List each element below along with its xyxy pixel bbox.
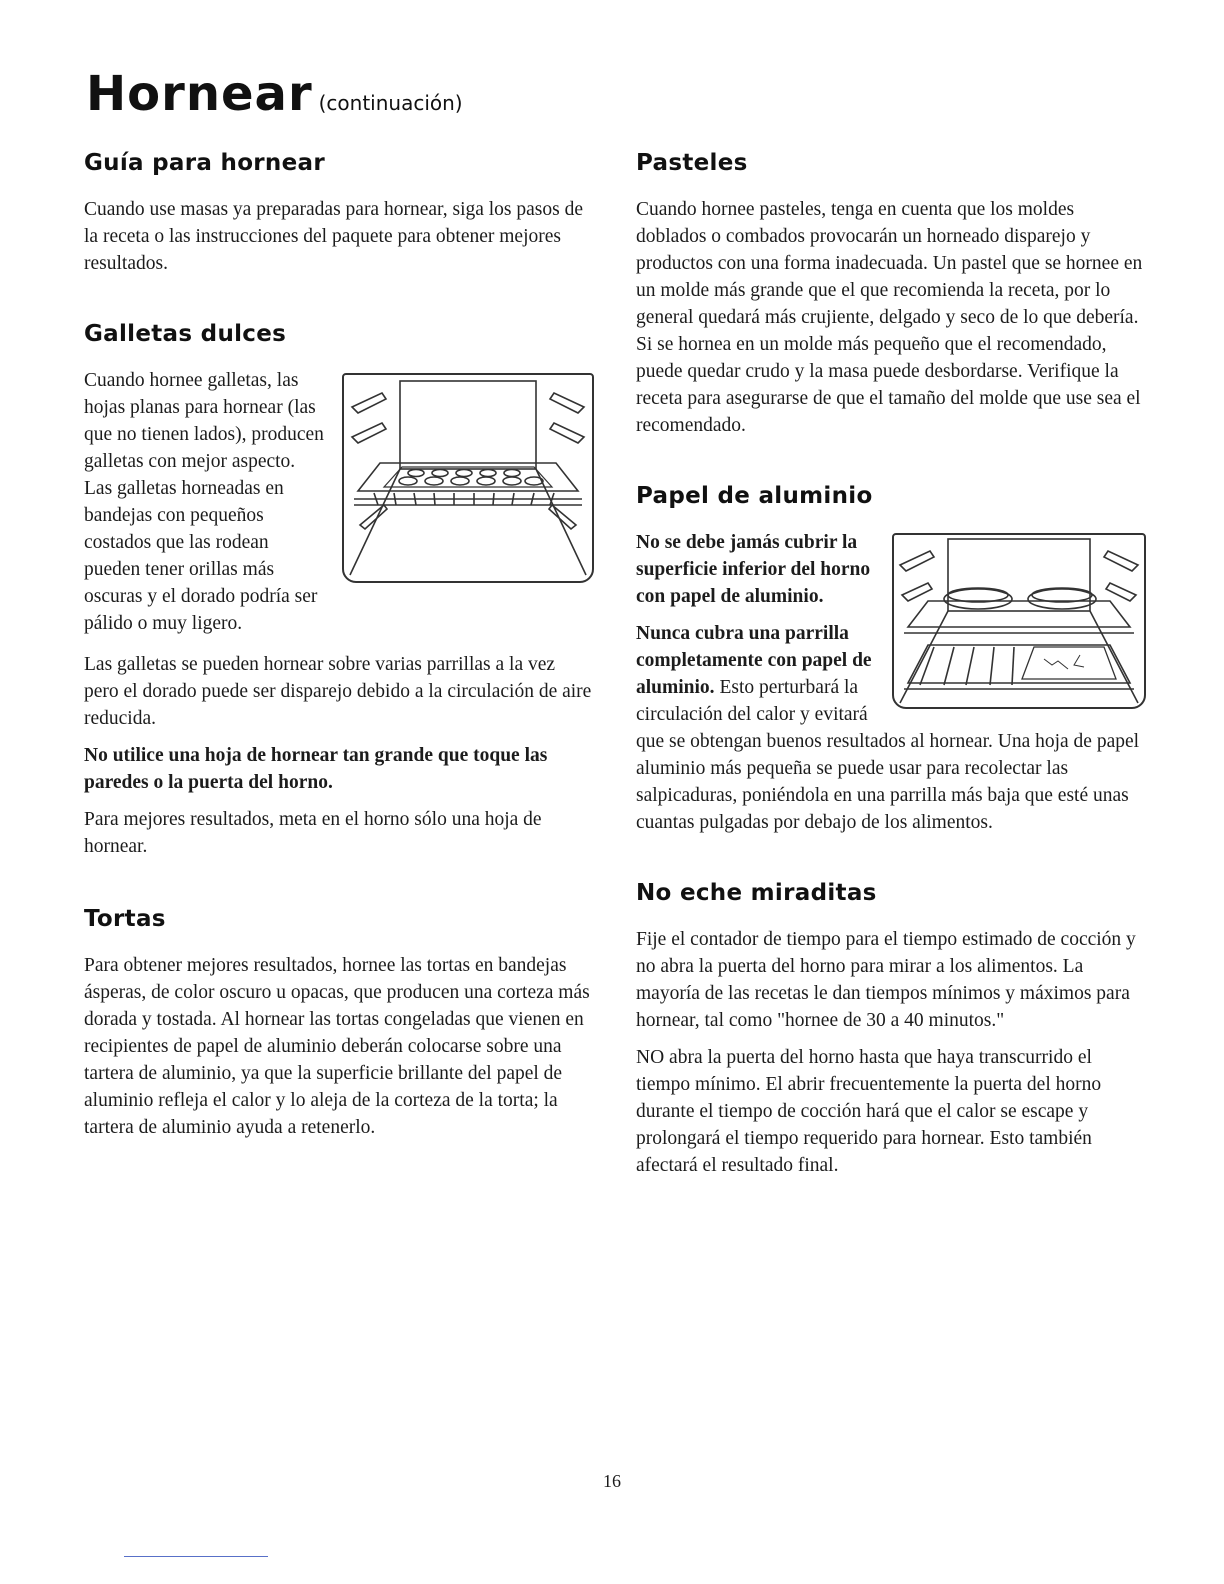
oven-cookie-sheet-icon <box>342 373 594 583</box>
heading-pasteles: Pasteles <box>636 150 748 176</box>
aluminio-warning-2: Nunca cubra una parrilla completamente con papel de aluminio. <box>636 623 872 698</box>
page-title-note: (continuación) <box>318 91 463 115</box>
heading-aluminio: Papel de aluminio <box>636 483 873 509</box>
section-guia <box>84 150 594 277</box>
aluminio-warning-1: No se debe jamás cubrir la superficie inferior del horno con papel de aluminio. <box>636 532 871 607</box>
tortas-paragraph: Para obtener mejores resultados, hornee las tortas en bandejas ásperas, de color oscuro u opacas, que producen una corteza más dorada y tostada. Al hornear las tortas congeladas que vienen en recipientes de papel de aluminio deberán colocarse sobre una tartera de aluminio, ya que la superficie brillante del papel de aluminio refleja el calor y lo aleja de la corteza de la torta; la tartera de aluminio ayuda a retenerlo. <box>84 955 590 1138</box>
heading-guia: Guía para hornear <box>84 150 325 176</box>
heading-galletas: Galletas dulces <box>84 321 287 347</box>
pasteles-paragraph: Cuando hornee pasteles, tenga en cuenta que los moldes doblados o combados provocarán un horneado disparejo y productos con una forma inadecuada. Un pastel que se hornee en un molde más grande que el que recomienda la receta, por lo general quedará más crujiente, delgado y seco de lo que debería. Si se hornea en un molde más pequeño que el recomendado, puede quedar crudo y la masa puede desbordarse. Verifique la receta para asegurarse de que el tamaño del molde que use sea el recomendado. <box>636 199 1143 436</box>
oven-pies-foil-icon <box>892 533 1146 709</box>
heading-tortas: Tortas <box>84 906 166 932</box>
page-title-text: Hornear <box>86 66 313 122</box>
right-column <box>636 150 1146 1223</box>
heading-miraditas: No eche miraditas <box>636 880 877 906</box>
footer-divider <box>124 1556 268 1557</box>
page-number: 16 <box>603 1471 621 1491</box>
galletas-paragraph-1: Cuando hornee galletas, las hojas planas para hornear (las que no tienen lados), producen galletas con mejor aspecto. Las galletas horneadas en bandejas con pequeños costados que las rodean pueden tener orillas más oscuras y el dorado podría ser pálido o muy ligero. <box>84 370 324 634</box>
miraditas-paragraph-1: Fije el contador de tiempo para el tiempo estimado de cocción y no abra la puerta del horno para mirar a los alimentos. La mayoría de las recetas le dan tiempos mínimos y máximos para hornear, tal como "hornee de 30 a 40 minutos." <box>636 929 1136 1031</box>
section-tortas <box>84 906 594 1141</box>
section-aluminio <box>636 483 1146 836</box>
section-miraditas <box>636 880 1146 1179</box>
page-title <box>86 66 463 122</box>
section-pasteles <box>636 150 1146 439</box>
left-column <box>84 150 594 1185</box>
galletas-paragraph-4: Para mejores resultados, meta en el horno sólo una hoja de hornear. <box>84 809 542 857</box>
guia-paragraph: Cuando use masas ya preparadas para hornear, siga los pasos de la receta o las instrucciones del paquete para obtener mejores resultados. <box>84 199 584 274</box>
galletas-warning: No utilice una hoja de hornear tan grande que toque las paredes o la puerta del horno. <box>84 745 548 793</box>
section-galletas <box>84 321 594 860</box>
aluminio-paragraph-2-rest: Esto perturbará la circulación del calor y evitará que se obtengan buenos resultados al hornear. Una hoja de papel aluminio más pequeña se puede usar para recolectar las salpicaduras, poniéndola en una parrilla más baja que esté unas cuantas pulgadas por debajo de los alimentos. <box>636 677 1140 833</box>
miraditas-paragraph-2: NO abra la puerta del horno hasta que haya transcurrido el tiempo mínimo. El abrir frecuentemente la puerta del horno durante el tiempo de cocción hará que el calor se escape y prolongará el tiempo requerido para hornear. Esto también afectará el resultado final. <box>636 1047 1102 1176</box>
galletas-paragraph-2: Las galletas se pueden hornear sobre varias parrillas a la vez pero el dorado puede ser disparejo debido a la circulación de aire reducida. <box>84 654 592 729</box>
